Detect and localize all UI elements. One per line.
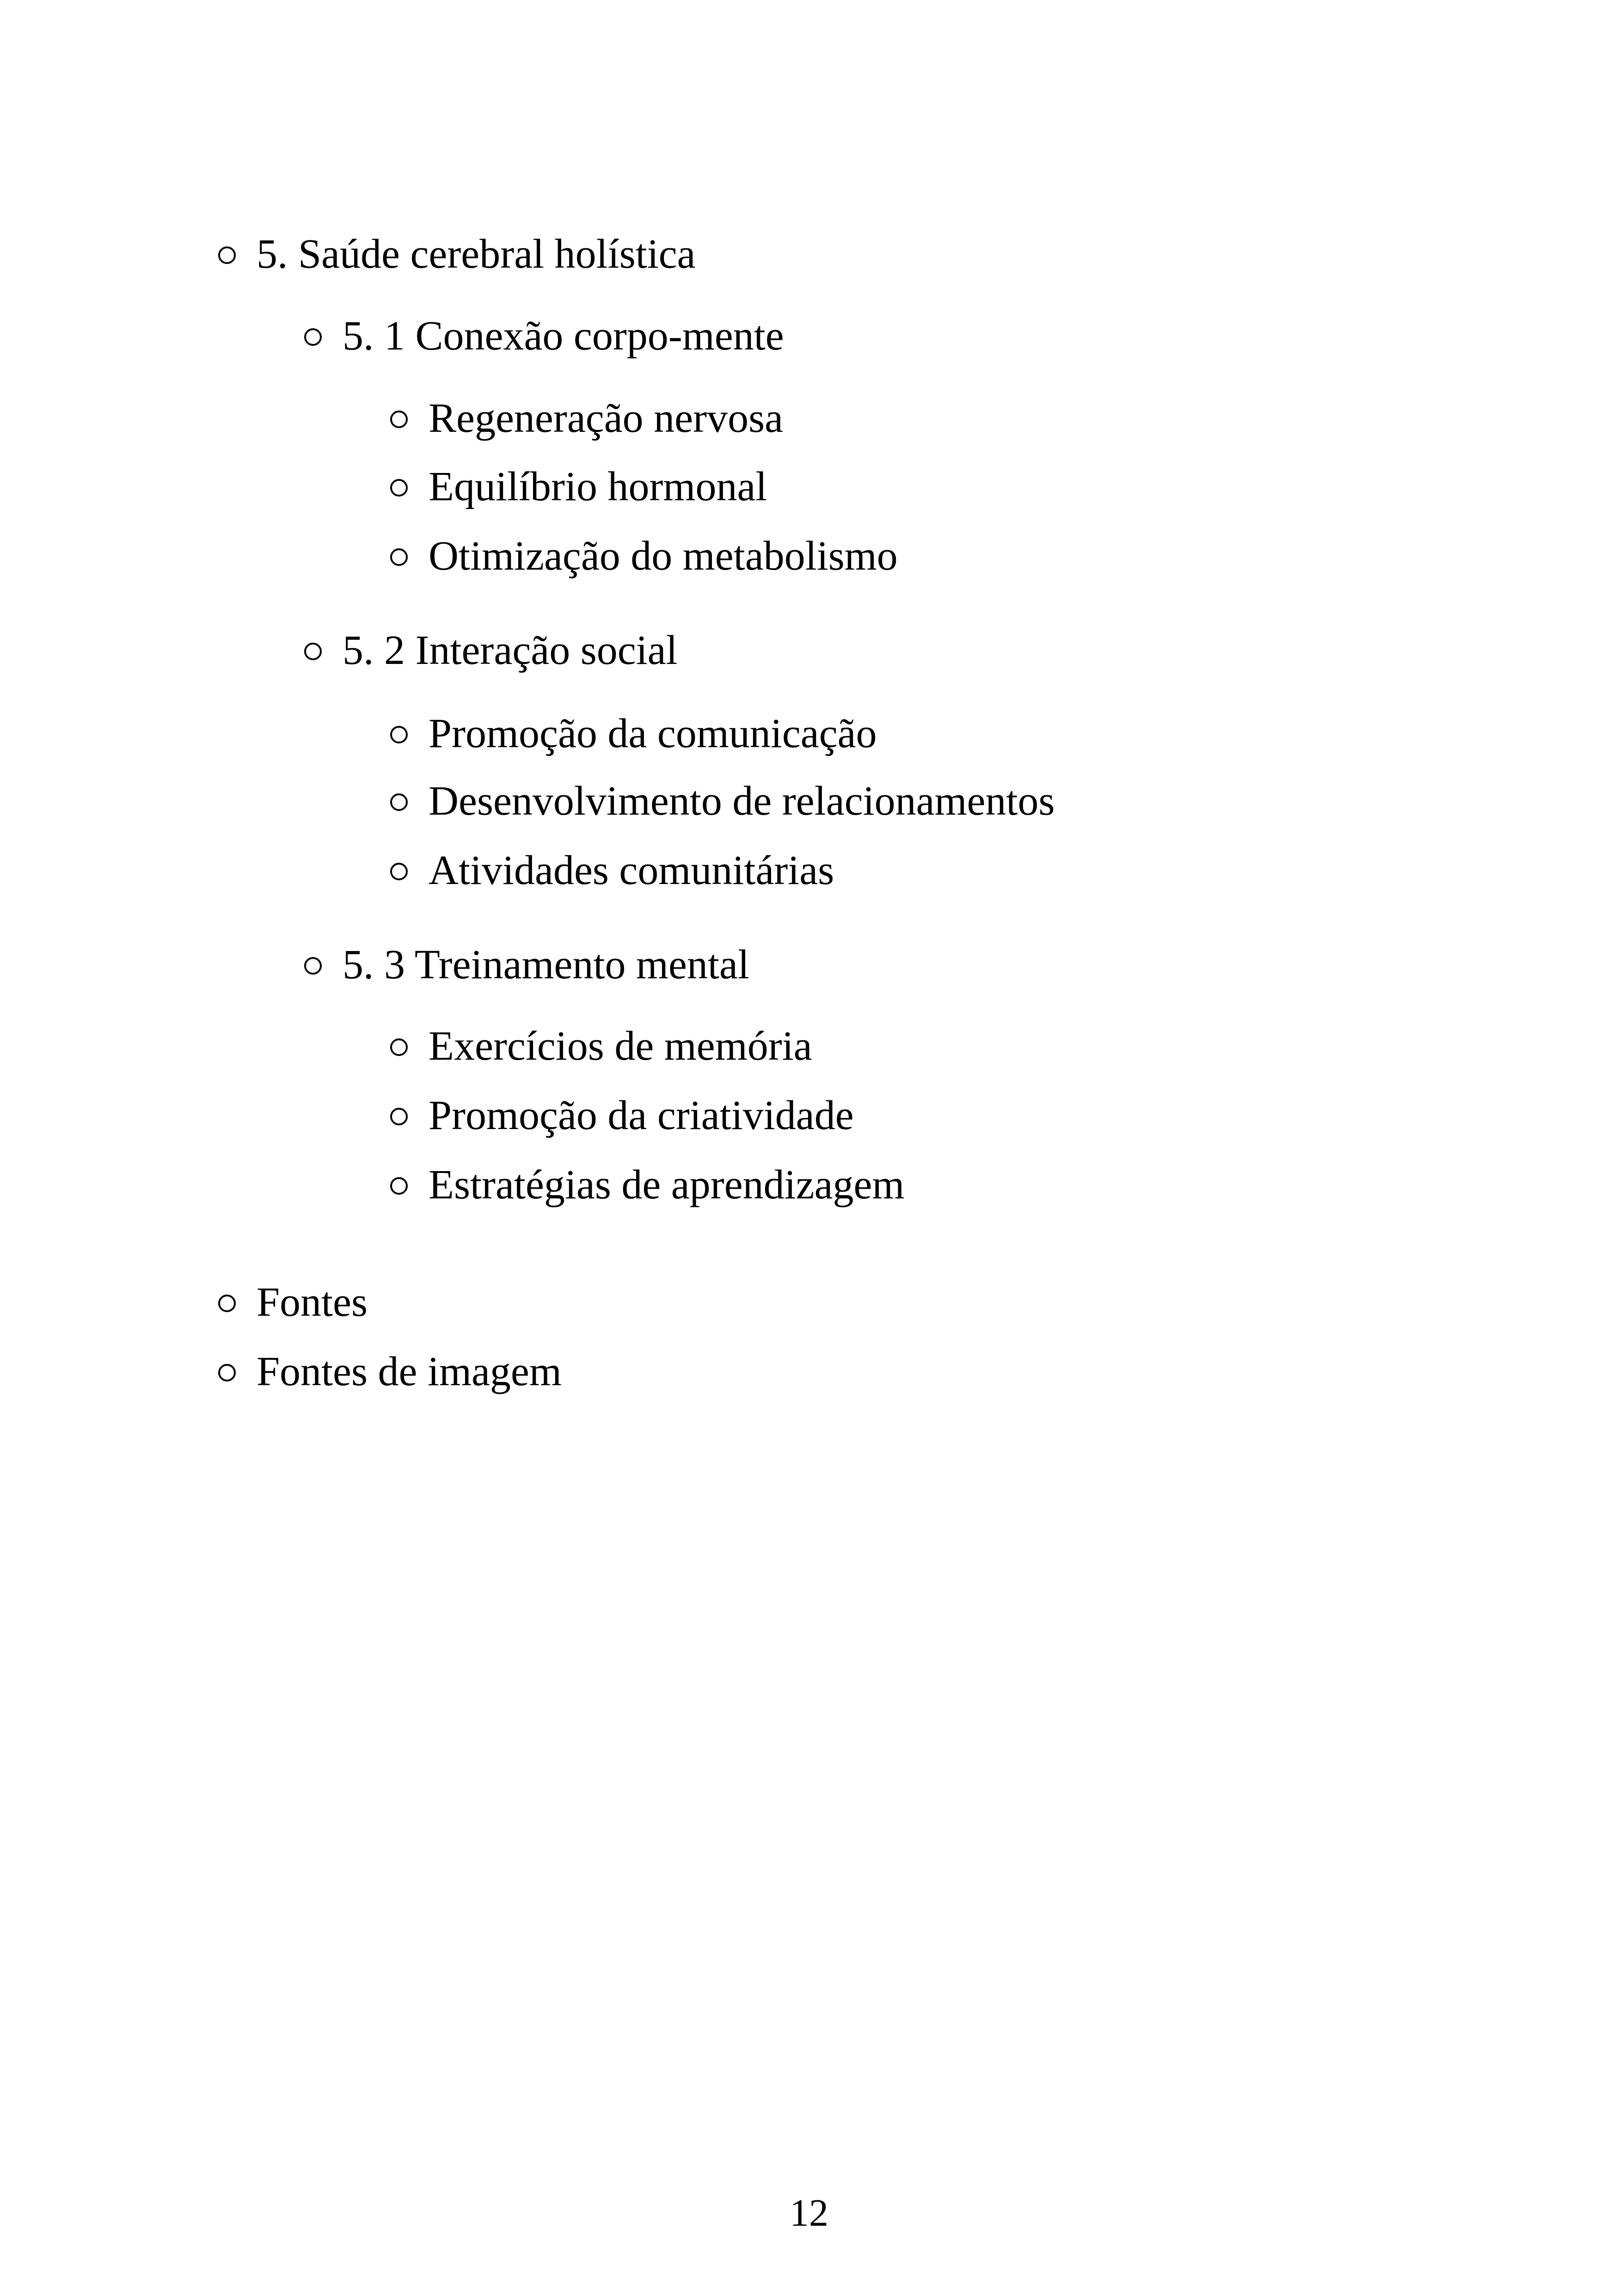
toc-item-aprendizagem[interactable]: Estratégias de aprendizagem [429, 1162, 905, 1208]
bullet-circle-icon [218, 246, 236, 264]
page-number: 12 [790, 2192, 828, 2235]
bullet-circle-icon [390, 726, 408, 743]
toc-item-criatividade[interactable]: Promoção da criatividade [429, 1093, 854, 1138]
bullet-circle-icon [304, 957, 322, 975]
toc-subsection-5-2[interactable]: 5. 2 Interação social [343, 627, 678, 673]
bullet-circle-icon [218, 1295, 236, 1312]
toc-item-memoria[interactable]: Exercícios de memória [429, 1023, 812, 1069]
bullet-circle-icon [390, 863, 408, 880]
toc-item-equilibrio[interactable]: Equilíbrio hormonal [429, 464, 767, 510]
toc-item-comunitarias[interactable]: Atividades comunitárias [429, 847, 834, 893]
bullet-circle-icon [390, 411, 408, 428]
toc-image-sources[interactable]: Fontes de imagem [257, 1349, 562, 1394]
toc-subsection-5-3[interactable]: 5. 3 Treinamento mental [343, 942, 749, 988]
toc-item-regeneracao[interactable]: Regeneração nervosa [429, 395, 784, 441]
toc-section-5[interactable]: 5. Saúde cerebral holística [257, 231, 696, 277]
bullet-circle-icon [390, 1108, 408, 1125]
bullet-circle-icon [304, 328, 322, 346]
bullet-circle-icon [218, 1364, 236, 1381]
bullet-circle-icon [304, 643, 322, 660]
toc-item-comunicacao[interactable]: Promoção da comunicação [429, 711, 877, 756]
bullet-circle-icon [390, 548, 408, 566]
bullet-circle-icon [390, 479, 408, 497]
toc-item-relacionamentos[interactable]: Desenvolvimento de relacionamentos [429, 778, 1055, 824]
toc-sources[interactable]: Fontes [257, 1279, 368, 1325]
bullet-circle-icon [390, 1177, 408, 1195]
bullet-circle-icon [390, 1038, 408, 1056]
toc-item-otimizacao[interactable]: Otimização do metabolismo [429, 533, 898, 579]
toc-subsection-5-1[interactable]: 5. 1 Conexão corpo-mente [343, 313, 784, 359]
bullet-circle-icon [390, 793, 408, 811]
